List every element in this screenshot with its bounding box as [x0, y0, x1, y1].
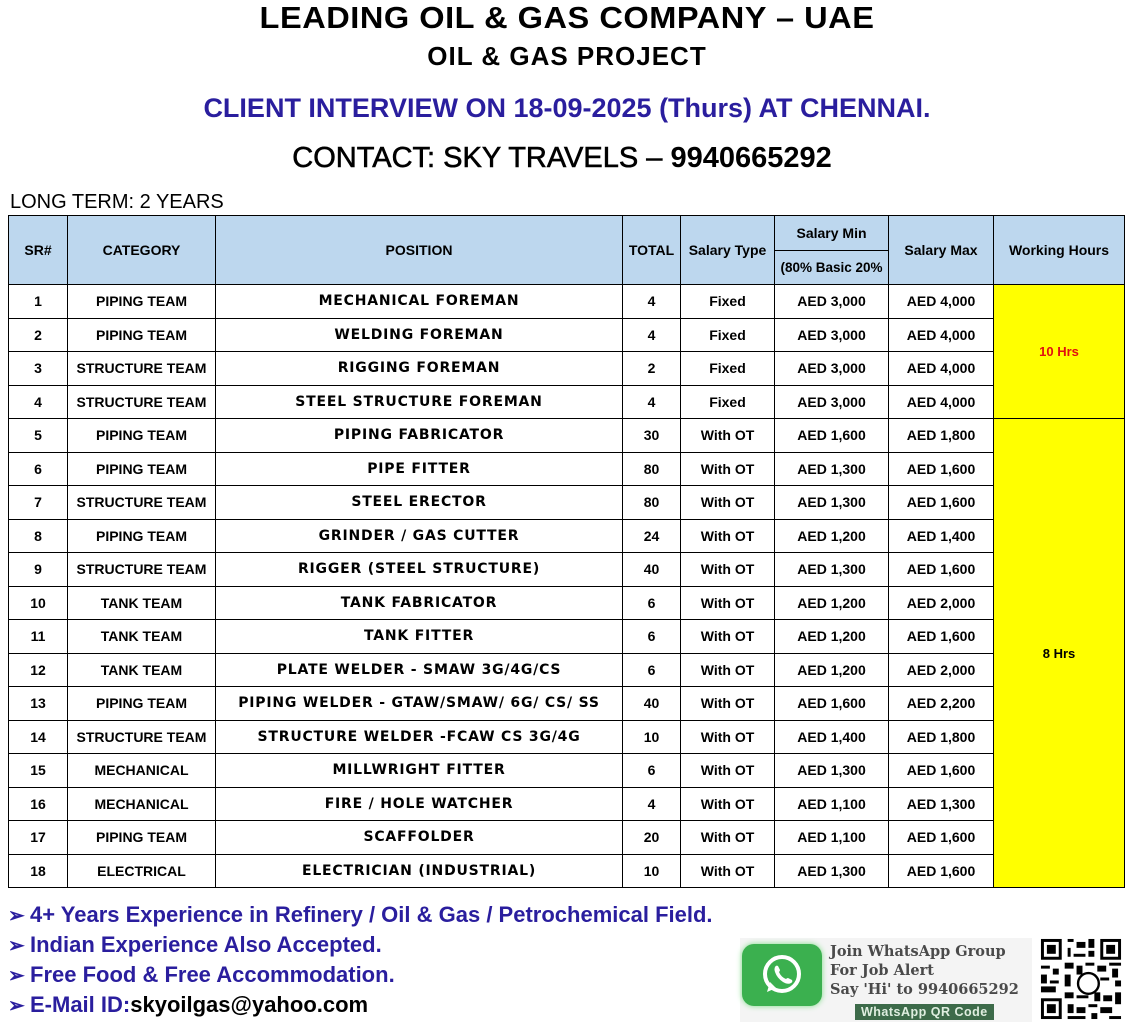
salary-min-cell: AED 3,000 — [775, 318, 889, 352]
col-header-sr: SR# — [9, 216, 68, 285]
category-cell: STRUCTURE TEAM — [68, 553, 216, 587]
company-title: LEADING OIL & GAS COMPANY – UAE — [259, 0, 875, 35]
interview-day: (Thurs) — [659, 93, 753, 123]
salary-max-cell: AED 1,800 — [889, 720, 994, 754]
salary-max-cell: AED 1,600 — [889, 553, 994, 587]
position-cell: SCAFFOLDER — [216, 821, 623, 855]
qr-code-icon[interactable] — [1037, 936, 1125, 1022]
sr-cell: 13 — [9, 687, 68, 721]
sr-cell: 6 — [9, 452, 68, 486]
salary-type-cell: With OT — [681, 787, 775, 821]
category-cell: TANK TEAM — [68, 620, 216, 654]
arrow-bullet-icon: ➢ — [8, 964, 25, 987]
job-table — [8, 215, 1125, 888]
working-hours-cell: 8 Hrs — [994, 419, 1125, 888]
qr-code-label: WhatsApp QR Code — [855, 1004, 994, 1020]
col-header-salary-type: Salary Type — [681, 216, 775, 285]
total-cell: 6 — [623, 754, 681, 788]
arrow-bullet-icon: ➢ — [8, 994, 25, 1017]
total-cell: 24 — [623, 519, 681, 553]
total-cell: 4 — [623, 318, 681, 352]
category-cell: STRUCTURE TEAM — [68, 385, 216, 419]
salary-type-cell: With OT — [681, 553, 775, 587]
salary-max-cell: AED 2,000 — [889, 586, 994, 620]
position-cell: PIPE FITTER — [216, 452, 623, 486]
contact-label: CONTACT: SKY TRAVELS – — [292, 142, 671, 174]
arrow-bullet-icon: ➢ — [8, 904, 25, 927]
salary-max-cell: AED 4,000 — [889, 385, 994, 419]
sr-cell: 4 — [9, 385, 68, 419]
salary-type-cell: With OT — [681, 653, 775, 687]
total-cell: 10 — [623, 720, 681, 754]
salary-max-cell: AED 1,400 — [889, 519, 994, 553]
salary-min-cell: AED 1,300 — [775, 452, 889, 486]
salary-type-cell: With OT — [681, 586, 775, 620]
col-header-salary-max: Salary Max — [889, 216, 994, 285]
project-subtitle: OIL & GAS PROJECT — [427, 41, 707, 71]
salary-min-cell: AED 1,100 — [775, 821, 889, 855]
category-cell: PIPING TEAM — [68, 519, 216, 553]
sr-cell: 10 — [9, 586, 68, 620]
salary-type-cell: With OT — [681, 720, 775, 754]
sr-cell: 18 — [9, 854, 68, 888]
salary-type-cell: With OT — [681, 821, 775, 855]
position-cell: RIGGING FOREMAN — [216, 352, 623, 386]
total-cell: 20 — [623, 821, 681, 855]
salary-type-cell: Fixed — [681, 385, 775, 419]
salary-min-cell: AED 1,200 — [775, 586, 889, 620]
sr-cell: 15 — [9, 754, 68, 788]
sr-cell: 7 — [9, 486, 68, 520]
total-cell: 80 — [623, 486, 681, 520]
category-cell: PIPING TEAM — [68, 419, 216, 453]
salary-min-cell: AED 1,200 — [775, 653, 889, 687]
salary-max-cell: AED 1,600 — [889, 452, 994, 486]
position-cell: STEEL STRUCTURE FOREMAN — [216, 385, 623, 419]
category-cell: PIPING TEAM — [68, 318, 216, 352]
table-row — [9, 787, 1125, 821]
category-cell: TANK TEAM — [68, 653, 216, 687]
total-cell: 4 — [623, 385, 681, 419]
working-hours-cell: 10 Hrs — [994, 285, 1125, 419]
total-cell: 4 — [623, 285, 681, 319]
sr-cell: 16 — [9, 787, 68, 821]
sr-cell: 9 — [9, 553, 68, 587]
salary-type-cell: With OT — [681, 620, 775, 654]
salary-max-cell: AED 4,000 — [889, 285, 994, 319]
salary-min-cell: AED 1,200 — [775, 620, 889, 654]
salary-max-cell: AED 1,300 — [889, 787, 994, 821]
salary-type-cell: With OT — [681, 854, 775, 888]
category-cell: PIPING TEAM — [68, 285, 216, 319]
position-cell: STEEL ERECTOR — [216, 486, 623, 520]
sr-cell: 5 — [9, 419, 68, 453]
email-label: E-Mail ID: — [30, 992, 131, 1017]
position-cell: STRUCTURE WELDER -FCAW CS 3G/4G — [216, 720, 623, 754]
total-cell: 30 — [623, 419, 681, 453]
category-cell: STRUCTURE TEAM — [68, 720, 216, 754]
sr-cell: 1 — [9, 285, 68, 319]
position-cell: PLATE WELDER - SMAW 3G/4G/CS — [216, 653, 623, 687]
salary-max-cell: AED 2,000 — [889, 653, 994, 687]
whatsapp-banner[interactable] — [740, 938, 1032, 1022]
interview-date: CLIENT INTERVIEW ON 18-09-2025 — [203, 93, 660, 123]
salary-min-cell: AED 3,000 — [775, 352, 889, 386]
salary-max-cell: AED 1,600 — [889, 821, 994, 855]
salary-min-cell: AED 1,300 — [775, 486, 889, 520]
interview-location: AT CHENNAI. — [752, 93, 931, 123]
category-cell: PIPING TEAM — [68, 452, 216, 486]
position-cell: MILLWRIGHT FITTER — [216, 754, 623, 788]
arrow-bullet-icon: ➢ — [8, 934, 25, 957]
benefit-item: ➢ Indian Experience Also Accepted. — [8, 932, 382, 957]
category-cell: ELECTRICAL — [68, 854, 216, 888]
total-cell: 2 — [623, 352, 681, 386]
salary-type-cell: With OT — [681, 419, 775, 453]
salary-min-cell: AED 1,200 — [775, 519, 889, 553]
position-cell: TANK FABRICATOR — [216, 586, 623, 620]
salary-max-cell: AED 1,600 — [889, 854, 994, 888]
table-row — [9, 318, 1125, 352]
salary-max-cell: AED 1,600 — [889, 486, 994, 520]
salary-type-cell: Fixed — [681, 318, 775, 352]
salary-max-cell: AED 1,800 — [889, 419, 994, 453]
col-header-working-hours: Working Hours — [994, 216, 1125, 285]
benefit-item: ➢ 4+ Years Experience in Refinery / Oil & Gas / Petrochemical Field. — [8, 902, 713, 927]
table-row — [9, 754, 1125, 788]
position-cell: FIRE / HOLE WATCHER — [216, 787, 623, 821]
total-cell: 40 — [623, 687, 681, 721]
contact-phone[interactable]: 9940665292 — [670, 142, 832, 174]
salary-min-cell: AED 1,300 — [775, 854, 889, 888]
category-cell: STRUCTURE TEAM — [68, 352, 216, 386]
table-row — [9, 586, 1125, 620]
table-row — [9, 486, 1125, 520]
table-row — [9, 519, 1125, 553]
table-row — [9, 352, 1125, 386]
col-header-total: TOTAL — [623, 216, 681, 285]
salary-max-cell: AED 4,000 — [889, 352, 994, 386]
salary-type-cell: With OT — [681, 452, 775, 486]
whatsapp-icon — [742, 944, 822, 1006]
benefits-list — [8, 900, 713, 1020]
interview-info — [0, 90, 1134, 126]
col-header-salary-min-sub: (80% Basic 20% — [775, 251, 889, 285]
salary-max-cell: AED 1,600 — [889, 754, 994, 788]
contact-info — [0, 139, 1124, 177]
salary-type-cell: With OT — [681, 486, 775, 520]
position-cell: GRINDER / GAS CUTTER — [216, 519, 623, 553]
total-cell: 40 — [623, 553, 681, 587]
category-cell: MECHANICAL — [68, 754, 216, 788]
table-row — [9, 553, 1125, 587]
salary-type-cell: With OT — [681, 687, 775, 721]
table-row — [9, 687, 1125, 721]
salary-min-cell: AED 3,000 — [775, 385, 889, 419]
benefit-item: ➢ Free Food & Free Accommodation. — [8, 962, 395, 987]
salary-min-cell: AED 1,100 — [775, 787, 889, 821]
col-header-position: POSITION — [216, 216, 623, 285]
email-link[interactable]: skyoilgas@yahoo.com — [130, 992, 369, 1017]
table-row — [9, 653, 1125, 687]
sr-cell: 14 — [9, 720, 68, 754]
category-cell: MECHANICAL — [68, 787, 216, 821]
salary-min-cell: AED 1,600 — [775, 419, 889, 453]
sr-cell: 17 — [9, 821, 68, 855]
sr-cell: 2 — [9, 318, 68, 352]
category-cell: PIPING TEAM — [68, 687, 216, 721]
total-cell: 10 — [623, 854, 681, 888]
table-row — [9, 419, 1125, 453]
whatsapp-text: Join WhatsApp Group For Job Alert Say 'Hi' to 9940665292 — [830, 943, 1019, 998]
table-row — [9, 720, 1125, 754]
position-cell: WELDING FOREMAN — [216, 318, 623, 352]
total-cell: 6 — [623, 620, 681, 654]
salary-type-cell: Fixed — [681, 285, 775, 319]
total-cell: 80 — [623, 452, 681, 486]
total-cell: 6 — [623, 586, 681, 620]
sr-cell: 11 — [9, 620, 68, 654]
total-cell: 4 — [623, 787, 681, 821]
col-header-salary-min: Salary Min — [775, 216, 889, 251]
salary-max-cell: AED 1,600 — [889, 620, 994, 654]
table-row — [9, 285, 1125, 319]
table-row — [9, 385, 1125, 419]
contract-term: LONG TERM: 2 YEARS — [10, 191, 224, 213]
position-cell: RIGGER (STEEL STRUCTURE) — [216, 553, 623, 587]
salary-type-cell: With OT — [681, 519, 775, 553]
category-cell: TANK TEAM — [68, 586, 216, 620]
sr-cell: 12 — [9, 653, 68, 687]
position-cell: PIPING WELDER - GTAW/SMAW/ 6G/ CS/ SS — [216, 687, 623, 721]
category-cell: STRUCTURE TEAM — [68, 486, 216, 520]
position-cell: ELECTRICIAN (INDUSTRIAL) — [216, 854, 623, 888]
sr-cell: 3 — [9, 352, 68, 386]
salary-type-cell: Fixed — [681, 352, 775, 386]
salary-min-cell: AED 3,000 — [775, 285, 889, 319]
table-row — [9, 452, 1125, 486]
salary-min-cell: AED 1,600 — [775, 687, 889, 721]
salary-min-cell: AED 1,400 — [775, 720, 889, 754]
category-cell: PIPING TEAM — [68, 821, 216, 855]
position-cell: MECHANICAL FOREMAN — [216, 285, 623, 319]
salary-min-cell: AED 1,300 — [775, 754, 889, 788]
table-row — [9, 620, 1125, 654]
table-row — [9, 821, 1125, 855]
salary-type-cell: With OT — [681, 754, 775, 788]
position-cell: PIPING FABRICATOR — [216, 419, 623, 453]
salary-max-cell: AED 2,200 — [889, 687, 994, 721]
total-cell: 6 — [623, 653, 681, 687]
sr-cell: 8 — [9, 519, 68, 553]
position-cell: TANK FITTER — [216, 620, 623, 654]
email-line — [8, 990, 713, 1020]
salary-min-cell: AED 1,300 — [775, 553, 889, 587]
col-header-category: CATEGORY — [68, 216, 216, 285]
table-row — [9, 854, 1125, 888]
salary-max-cell: AED 4,000 — [889, 318, 994, 352]
